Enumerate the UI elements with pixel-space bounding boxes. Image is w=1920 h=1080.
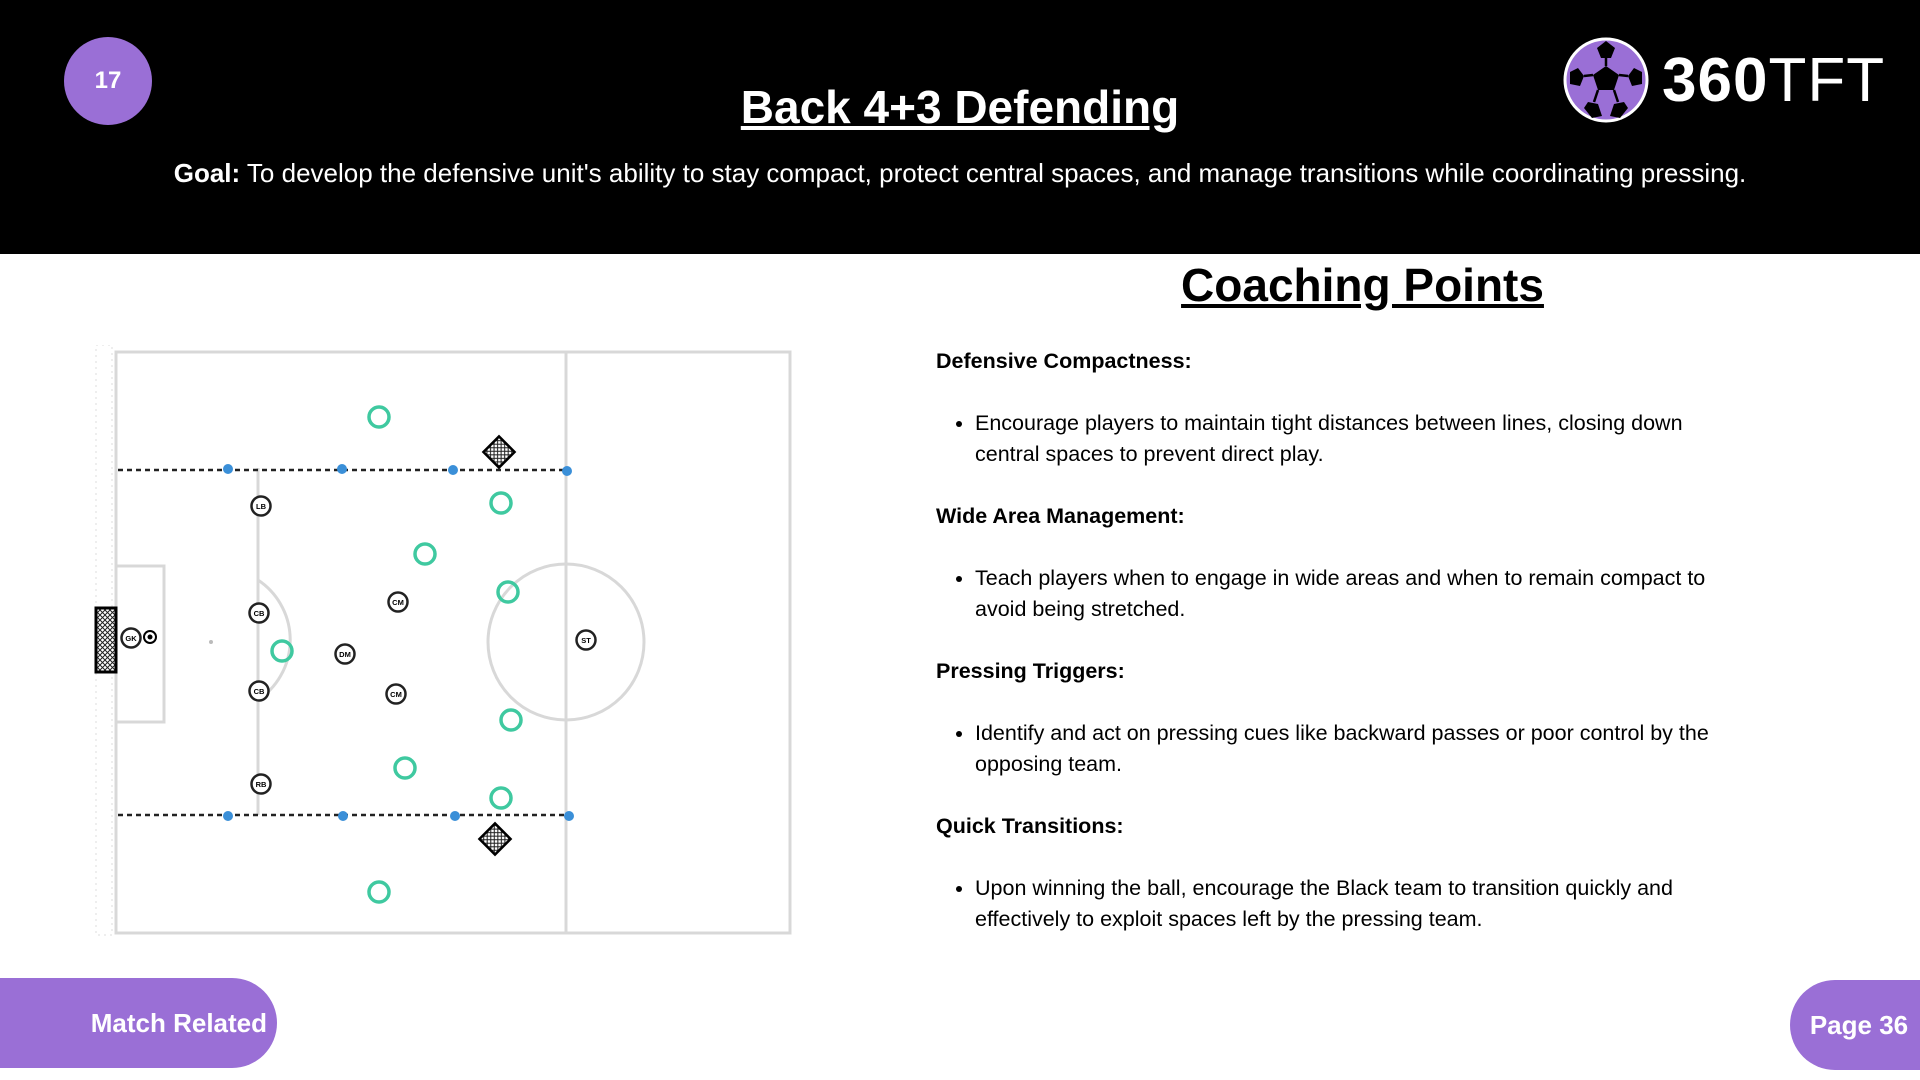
bullet-item: • Identify and act on pressing cues like backward passes or poor control by the opposing team. <box>975 718 1726 780</box>
page-number-tag <box>1790 980 1920 1070</box>
player-gk <box>122 629 141 648</box>
slide-number: 17 <box>94 67 122 94</box>
goal-label: Goal: <box>173 158 241 188</box>
player-cm <box>387 685 406 704</box>
cone-icon <box>338 811 348 821</box>
cone-icon <box>223 464 233 474</box>
player-label: CM <box>390 690 402 699</box>
section-heading: Defensive Compactness: <box>936 349 1192 373</box>
ball-icon <box>144 631 156 643</box>
player-cm <box>389 593 408 612</box>
player-dm <box>336 645 355 664</box>
pitch-markings <box>116 352 790 933</box>
player-label: RB <box>255 780 267 789</box>
soccer-ball-icon <box>1562 36 1650 124</box>
section-heading: Quick Transitions: <box>936 814 1124 838</box>
player-label: CB <box>253 609 265 618</box>
opponent-player-marker <box>369 882 389 902</box>
goal-net-icon <box>96 608 116 672</box>
brand-name-bold: 360 <box>1662 45 1769 115</box>
goal-statement <box>0 158 1920 189</box>
pitch-svg <box>90 345 800 940</box>
goal-text: To develop the defensive unit's ability to stay compact, protect central spaces, and manage transitions while coordinating pressing. <box>240 158 1747 188</box>
player-cb <box>250 682 269 701</box>
player-label: CM <box>392 598 404 607</box>
brand-name <box>1662 45 1885 116</box>
bullet-item: • Encourage players to maintain tight distances between lines, closing down central spaces to prevent direct play. <box>975 408 1726 470</box>
penalty-spot <box>209 640 213 644</box>
cone-icon <box>564 811 574 821</box>
player-label: ST <box>581 636 591 645</box>
cone-icon <box>562 466 572 476</box>
bullet-list <box>936 408 1726 470</box>
player-cb <box>250 604 269 623</box>
bullet-item: • Upon winning the ball, encourage the Black team to transition quickly and effectively to exploit spaces left by the pressing team. <box>975 873 1726 935</box>
bullet-list <box>936 718 1726 780</box>
cone-icon <box>448 465 458 475</box>
opponent-player-marker <box>491 788 511 808</box>
cone-icon <box>450 811 460 821</box>
player-st <box>577 631 596 650</box>
player-label: GK <box>125 634 137 643</box>
opponent-player-marker <box>395 758 415 778</box>
tactics-diagram <box>90 345 800 940</box>
bullet-item: • Teach players when to engage in wide areas and when to remain compact to avoid being stretched. <box>975 563 1726 625</box>
section-heading: Pressing Triggers: <box>936 659 1125 683</box>
cone-icon <box>337 464 347 474</box>
mini-goal-icon <box>483 436 514 467</box>
player-lb <box>252 497 271 516</box>
opponent-player-marker <box>491 493 511 513</box>
cone-icon <box>223 811 233 821</box>
category-label: Match Related <box>90 1007 267 1038</box>
bullet-list <box>936 873 1726 935</box>
category-tag <box>0 978 277 1068</box>
coaching-points-title: Coaching Points <box>1181 259 1544 311</box>
section-heading: Wide Area Management: <box>936 504 1185 528</box>
player-label: DM <box>339 650 351 659</box>
brand-name-light: TFT <box>1768 45 1886 115</box>
player-label: LB <box>256 502 266 511</box>
player-label: CB <box>253 687 265 696</box>
mini-goal-icon <box>479 823 510 854</box>
opponent-player-marker <box>369 407 389 427</box>
coaching-points-list <box>936 346 1726 966</box>
opponent-player-marker <box>415 544 435 564</box>
page-number: Page 36 <box>1809 1009 1909 1040</box>
opponent-player-marker <box>501 710 521 730</box>
player-rb <box>252 775 271 794</box>
bullet-list <box>936 563 1726 625</box>
brand-logo <box>1562 36 1885 124</box>
page-title: Back 4+3 Defending <box>740 81 1180 133</box>
